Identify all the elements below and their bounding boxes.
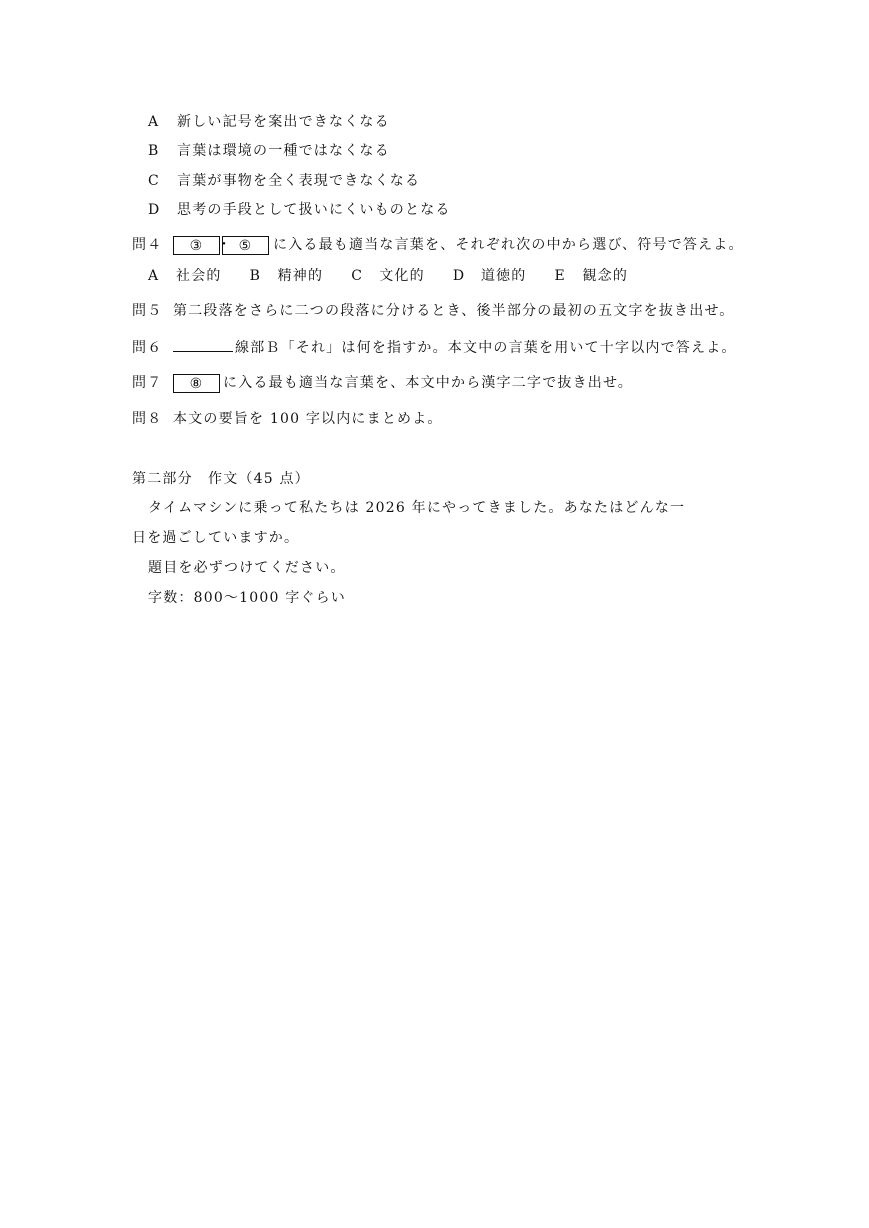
- option-a: [148, 112, 390, 132]
- question-text: に入る最も適当な言葉を、本文中から漢字二字で抜き出せ。: [223, 375, 633, 391]
- essay-prompt-line-1: タイムマシンに乗って私たちは 2026 年にやってきました。あなたはどんな一: [148, 500, 686, 516]
- question-4: [132, 235, 744, 255]
- question-7: [132, 373, 633, 393]
- answer-box-3: ③: [173, 236, 220, 255]
- option-label: A: [148, 114, 160, 130]
- choice-label: A: [148, 268, 160, 284]
- question-number: 問８: [132, 411, 163, 427]
- option-text: 言葉が事物を全く表現できなくなる: [177, 173, 421, 189]
- question-number: 問４: [132, 237, 163, 253]
- choice-e: [554, 266, 628, 286]
- choice-c: [351, 266, 425, 286]
- question-number: 問６: [132, 340, 163, 356]
- choice-d: [453, 266, 527, 286]
- choice-label: E: [554, 268, 566, 284]
- choice-text: 精神的: [277, 268, 324, 284]
- essay-instruction: 題目を必ずつけてください。: [148, 560, 346, 576]
- option-label: B: [148, 143, 160, 159]
- choice-text: 道徳的: [480, 268, 527, 284]
- choice-label: C: [351, 268, 364, 284]
- section-heading: 第二部分 作文（45 点）: [132, 471, 310, 487]
- question-text: 本文の要旨を 100 字以内にまとめよ。: [173, 411, 443, 427]
- choice-a: [148, 266, 222, 286]
- question-text: に入る最も適当な言葉を、それぞれ次の中から選び、符号で答えよ。: [273, 237, 744, 253]
- choice-b: [250, 266, 324, 286]
- question-text: 線部Ｂ「それ」は何を指すか。本文中の言葉を用いて十字以内で答えよ。: [235, 340, 737, 356]
- option-d: [148, 200, 451, 220]
- underline-blank: [173, 337, 233, 352]
- choice-text: 社会的: [176, 268, 222, 284]
- answer-box-5: ⑤: [222, 236, 269, 255]
- question-5: [132, 301, 734, 321]
- option-text: 新しい記号を案出できなくなる: [177, 114, 390, 130]
- option-label: D: [148, 202, 161, 218]
- option-text: 思考の手段として扱いにくいものとなる: [177, 202, 451, 218]
- question-8: [132, 409, 443, 429]
- choice-label: D: [452, 268, 466, 284]
- question-6: [132, 337, 737, 358]
- q4-choices: [148, 266, 656, 286]
- essay-word-count: 字数：800～1000 字ぐらい: [148, 590, 347, 606]
- question-number: 問５: [132, 303, 163, 319]
- option-c: [148, 171, 420, 191]
- essay-prompt-line-2: 日を過ごしていますか。: [132, 530, 300, 546]
- option-b: [148, 141, 390, 161]
- choice-label: B: [249, 268, 262, 284]
- answer-box-8: ⑧: [173, 374, 220, 393]
- choice-text: 文化的: [379, 268, 425, 284]
- separator-dot: ・: [217, 237, 233, 253]
- question-text: 第二段落をさらに二つの段落に分けるとき、後半部分の最初の五文字を抜き出せ。: [173, 303, 735, 319]
- question-number: 問７: [132, 375, 163, 391]
- option-text: 言葉は環境の一種ではなくなる: [177, 143, 390, 159]
- choice-text: 観念的: [582, 268, 629, 284]
- option-label: C: [148, 173, 160, 189]
